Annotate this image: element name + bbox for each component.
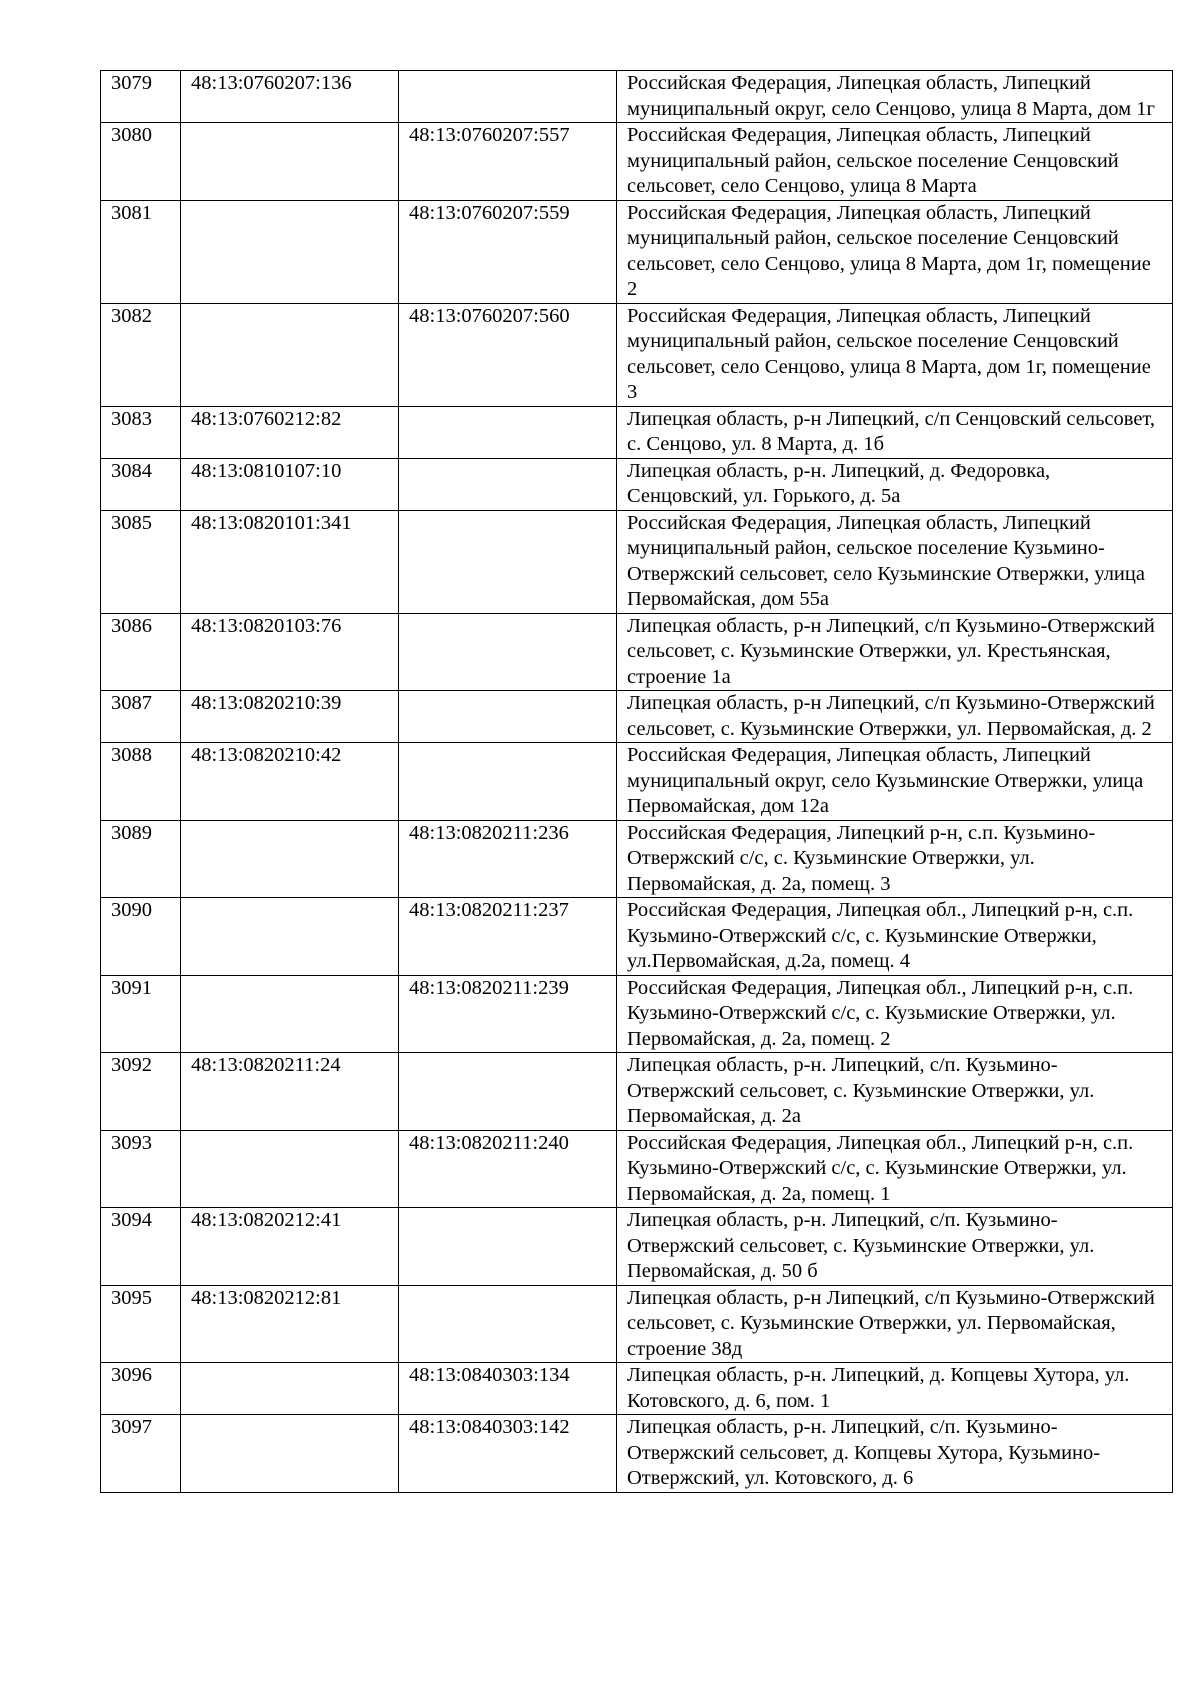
- object-cadastral-number-cell: [399, 743, 617, 821]
- address-cell: Российская Федерация, Липецкая область, Липецкий муниципальный округ, село Кузьминские Отвержки, улица Первомайская, дом 12а: [617, 743, 1173, 821]
- land-cadastral-number-cell: 48:13:0820211:24: [181, 1053, 399, 1131]
- address-cell: Липецкая область, р-н. Липецкий, с/п. Кузьмино-Отвержский сельсовет, с. Кузьминские Отвержки, ул. Первомайская, д. 2а: [617, 1053, 1173, 1131]
- table-row: [101, 123, 1173, 201]
- address-cell: Липецкая область, р-н Липецкий, с/п Кузьмино-Отвержский сельсовет, с. Кузьминские Отвержки, ул. Крестьянская, строение 1а: [617, 613, 1173, 691]
- object-cadastral-number-cell: [399, 458, 617, 510]
- row-number-cell: 3089: [101, 820, 181, 898]
- table-row: [101, 406, 1173, 458]
- land-cadastral-number-cell: 48:13:0760212:82: [181, 406, 399, 458]
- row-number-cell: 3081: [101, 200, 181, 303]
- object-cadastral-number-cell: 48:13:0820211:239: [399, 975, 617, 1053]
- address-cell: Российская Федерация, Липецкий р-н, с.п. Кузьмино-Отвержский с/с, с. Кузьминские Отвержки, ул. Первомайская, д. 2а, помещ. 3: [617, 820, 1173, 898]
- land-cadastral-number-cell: [181, 898, 399, 976]
- land-cadastral-number-cell: [181, 303, 399, 406]
- address-cell: Российская Федерация, Липецкая обл., Липецкий р-н, с.п. Кузьмино-Отвержский с/с, с. Кузьминские Отвержки, ул.Первомайская, д.2а, помещ. 4: [617, 898, 1173, 976]
- object-cadastral-number-cell: [399, 691, 617, 743]
- address-cell: Липецкая область, р-н. Липецкий, с/п. Кузьмино-Отвержский сельсовет, с. Кузьминские Отвержки, ул. Первомайская, д. 50 б: [617, 1208, 1173, 1286]
- object-cadastral-number-cell: [399, 613, 617, 691]
- land-cadastral-number-cell: [181, 123, 399, 201]
- row-number-cell: 3095: [101, 1285, 181, 1363]
- table-row: [101, 458, 1173, 510]
- object-cadastral-number-cell: 48:13:0840303:134: [399, 1363, 617, 1415]
- land-cadastral-number-cell: 48:13:0810107:10: [181, 458, 399, 510]
- table-row: [101, 613, 1173, 691]
- registry-table: [100, 70, 1173, 1493]
- land-cadastral-number-cell: [181, 200, 399, 303]
- address-cell: Российская Федерация, Липецкая область, Липецкий муниципальный район, сельское поселение Сенцовский сельсовет, село Сенцово, улица 8 Марта: [617, 123, 1173, 201]
- row-number-cell: 3093: [101, 1130, 181, 1208]
- land-cadastral-number-cell: 48:13:0820103:76: [181, 613, 399, 691]
- table-row: [101, 1363, 1173, 1415]
- object-cadastral-number-cell: 48:13:0840303:142: [399, 1415, 617, 1493]
- land-cadastral-number-cell: 48:13:0820210:42: [181, 743, 399, 821]
- object-cadastral-number-cell: 48:13:0820211:240: [399, 1130, 617, 1208]
- row-number-cell: 3082: [101, 303, 181, 406]
- row-number-cell: 3086: [101, 613, 181, 691]
- row-number-cell: 3091: [101, 975, 181, 1053]
- object-cadastral-number-cell: 48:13:0760207:557: [399, 123, 617, 201]
- table-row: [101, 303, 1173, 406]
- row-number-cell: 3080: [101, 123, 181, 201]
- address-cell: Липецкая область, р-н Липецкий, с/п Сенцовский сельсовет, с. Сенцово, ул. 8 Марта, д. 1б: [617, 406, 1173, 458]
- row-number-cell: 3085: [101, 510, 181, 613]
- table-row: [101, 1285, 1173, 1363]
- row-number-cell: 3092: [101, 1053, 181, 1131]
- land-cadastral-number-cell: [181, 1130, 399, 1208]
- land-cadastral-number-cell: 48:13:0820212:41: [181, 1208, 399, 1286]
- table-row: [101, 1130, 1173, 1208]
- address-cell: Российская Федерация, Липецкая область, Липецкий муниципальный округ, село Сенцово, улица 8 Марта, дом 1г: [617, 71, 1173, 123]
- land-cadastral-number-cell: 48:13:0820212:81: [181, 1285, 399, 1363]
- row-number-cell: 3088: [101, 743, 181, 821]
- table-row: [101, 975, 1173, 1053]
- table-row: [101, 743, 1173, 821]
- table-row: [101, 71, 1173, 123]
- object-cadastral-number-cell: 48:13:0760207:560: [399, 303, 617, 406]
- object-cadastral-number-cell: [399, 1208, 617, 1286]
- object-cadastral-number-cell: [399, 510, 617, 613]
- land-cadastral-number-cell: [181, 1363, 399, 1415]
- address-cell: Липецкая область, р-н Липецкий, с/п Кузьмино-Отвержский сельсовет, с. Кузьминские Отвержки, ул. Первомайская, д. 2: [617, 691, 1173, 743]
- table-row: [101, 200, 1173, 303]
- table-row: [101, 1415, 1173, 1493]
- row-number-cell: 3094: [101, 1208, 181, 1286]
- row-number-cell: 3083: [101, 406, 181, 458]
- object-cadastral-number-cell: [399, 71, 617, 123]
- address-cell: Липецкая область, р-н. Липецкий, д. Федоровка, Сенцовский, ул. Горького, д. 5а: [617, 458, 1173, 510]
- land-cadastral-number-cell: [181, 975, 399, 1053]
- table-row: [101, 1053, 1173, 1131]
- registry-table-body: [101, 71, 1173, 1493]
- land-cadastral-number-cell: 48:13:0820210:39: [181, 691, 399, 743]
- table-row: [101, 691, 1173, 743]
- address-cell: Российская Федерация, Липецкая обл., Липецкий р-н, с.п. Кузьмино-Отвержский с/с, с. Кузьмиские Отвержки, ул. Первомайская, д. 2а, помещ. 2: [617, 975, 1173, 1053]
- land-cadastral-number-cell: [181, 1415, 399, 1493]
- address-cell: Российская Федерация, Липецкая область, Липецкий муниципальный район, сельское поселение Сенцовский сельсовет, село Сенцово, улица 8 Марта, дом 1г, помещение 3: [617, 303, 1173, 406]
- land-cadastral-number-cell: [181, 820, 399, 898]
- row-number-cell: 3096: [101, 1363, 181, 1415]
- address-cell: Российская Федерация, Липецкая обл., Липецкий р-н, с.п. Кузьмино-Отвержский с/с, с. Кузьминские Отвержки, ул. Первомайская, д. 2а, помещ. 1: [617, 1130, 1173, 1208]
- address-cell: Российская Федерация, Липецкая область, Липецкий муниципальный район, сельское поселение Кузьмино-Отвержский сельсовет, село Кузьминские Отвержки, улица Первомайская, дом 55а: [617, 510, 1173, 613]
- row-number-cell: 3087: [101, 691, 181, 743]
- row-number-cell: 3084: [101, 458, 181, 510]
- object-cadastral-number-cell: 48:13:0820211:237: [399, 898, 617, 976]
- address-cell: Липецкая область, р-н Липецкий, с/п Кузьмино-Отвержский сельсовет, с. Кузьминские Отвержки, ул. Первомайская, строение 38д: [617, 1285, 1173, 1363]
- table-row: [101, 1208, 1173, 1286]
- land-cadastral-number-cell: 48:13:0760207:136: [181, 71, 399, 123]
- object-cadastral-number-cell: 48:13:0760207:559: [399, 200, 617, 303]
- object-cadastral-number-cell: [399, 1053, 617, 1131]
- object-cadastral-number-cell: [399, 1285, 617, 1363]
- row-number-cell: 3090: [101, 898, 181, 976]
- land-cadastral-number-cell: 48:13:0820101:341: [181, 510, 399, 613]
- address-cell: Российская Федерация, Липецкая область, Липецкий муниципальный район, сельское поселение Сенцовский сельсовет, село Сенцово, улица 8 Марта, дом 1г, помещение 2: [617, 200, 1173, 303]
- table-row: [101, 510, 1173, 613]
- row-number-cell: 3079: [101, 71, 181, 123]
- table-row: [101, 820, 1173, 898]
- address-cell: Липецкая область, р-н. Липецкий, с/п. Кузьмино-Отвержский сельсовет, д. Копцевы Хутора, Кузьмино-Отвержский, ул. Котовского, д. 6: [617, 1415, 1173, 1493]
- object-cadastral-number-cell: 48:13:0820211:236: [399, 820, 617, 898]
- row-number-cell: 3097: [101, 1415, 181, 1493]
- address-cell: Липецкая область, р-н. Липецкий, д. Копцевы Хутора, ул. Котовского, д. 6, пом. 1: [617, 1363, 1173, 1415]
- object-cadastral-number-cell: [399, 406, 617, 458]
- table-row: [101, 898, 1173, 976]
